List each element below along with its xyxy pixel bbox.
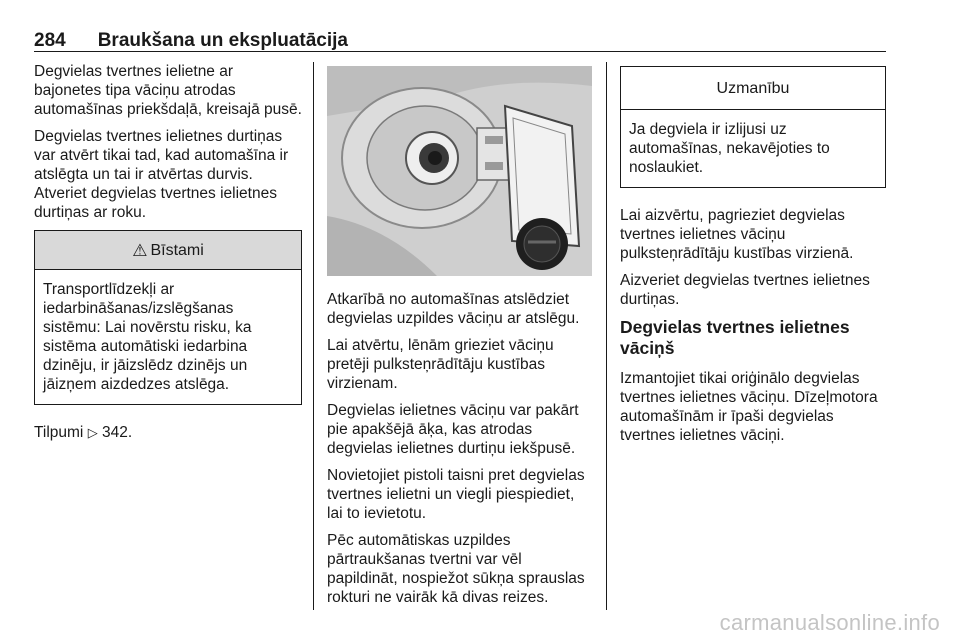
paragraph: Pēc automātiskas uzpildes pārtraukšanas tvertni var vēl papildināt, nospiežot sūkņa sprauslas rokturi ne vairāk kā divas reizes. (327, 532, 585, 606)
page-header (34, 29, 886, 52)
reference-line (34, 423, 302, 442)
fuel-filler-illustration (327, 66, 592, 276)
watermark: carmanualsonline.info (719, 610, 940, 635)
section-subheading: Degvielas tvertnes ielietnes vāciņš (620, 317, 850, 358)
paragraph: Degvielas tvertnes ielietnes durtiņas var atvērt tikai tad, kad automašīna ir atslēgta un tai ir atvērtas durvis. Atveriet degvielas tvertnes ielietnes durtiņas ar roku. (34, 128, 289, 221)
paragraph: Izmantojiet tikai oriģinālo degvielas tvertnes ielietnes vāciņu. Dīzeļmotora automašīnām ir īpaši degvielas tvertnes ielietnes vāciņi. (620, 370, 878, 444)
danger-box-text: Transportlīdzekļi ar iedarbināšanas/izslēgšanas sistēmu: Lai novērstu risku, ka sistēma automātiski iedarbina dzinēju, ir jāizslēdz dzinējs un jāizņem aizdedzes atslēga. (43, 281, 252, 393)
reference-prefix: Tilpumi (34, 424, 84, 441)
column-divider-1 (313, 62, 314, 610)
paragraph: Atkarībā no automašīnas atslēdziet degvielas uzpildes vāciņu ar atslēgu. (327, 291, 580, 327)
paragraph: Novietojiet pistoli taisni pret degvielas tvertnes ielietni un viegli piespiediet, lai to ievietotu. (327, 467, 585, 522)
danger-box-title: Bīstami (150, 241, 204, 259)
column-1 (34, 62, 302, 450)
warning-triangle-icon: ⚠ (132, 240, 148, 260)
caution-box (620, 66, 886, 188)
page-number: 284 (34, 30, 66, 51)
caution-box-text: Ja degviela ir izlijusi uz automašīnas, nekavējoties to noslaukiet. (629, 121, 830, 176)
paragraph: Degvielas tvertnes ielietne ar bajonetes tipa vāciņu atrodas automašīnas priekšdaļā, kreisajā pusē. (34, 63, 302, 118)
danger-box-header (35, 231, 301, 270)
chapter-title: Braukšana un ekspluatācija (97, 30, 348, 51)
column-3 (620, 66, 886, 453)
caution-box-header (621, 67, 885, 110)
paragraph: Lai atvērtu, lēnām grieziet vāciņu pretēji pulksteņrādītāju kustības virzienam. (327, 337, 554, 392)
paragraph: Degvielas ielietnes vāciņu var pakārt pie apakšējā āķa, kas atrodas degvielas ielietnes durtiņu iekšpusē. (327, 402, 579, 457)
danger-box (34, 230, 302, 405)
caution-box-title: Uzmanību (716, 79, 790, 97)
column-divider-2 (606, 62, 607, 610)
paragraph: Lai aizvērtu, pagrieziet degvielas tvertnes ielietnes vāciņu pulksteņrādītāju kustības virzienā. (620, 207, 854, 262)
arrow-reference-icon: ▷ (87, 425, 98, 440)
reference-link[interactable]: 342. (102, 424, 133, 441)
paragraph: Aizveriet degvielas tvertnes ielietnes durtiņas. (620, 272, 870, 308)
column-2 (327, 66, 592, 615)
